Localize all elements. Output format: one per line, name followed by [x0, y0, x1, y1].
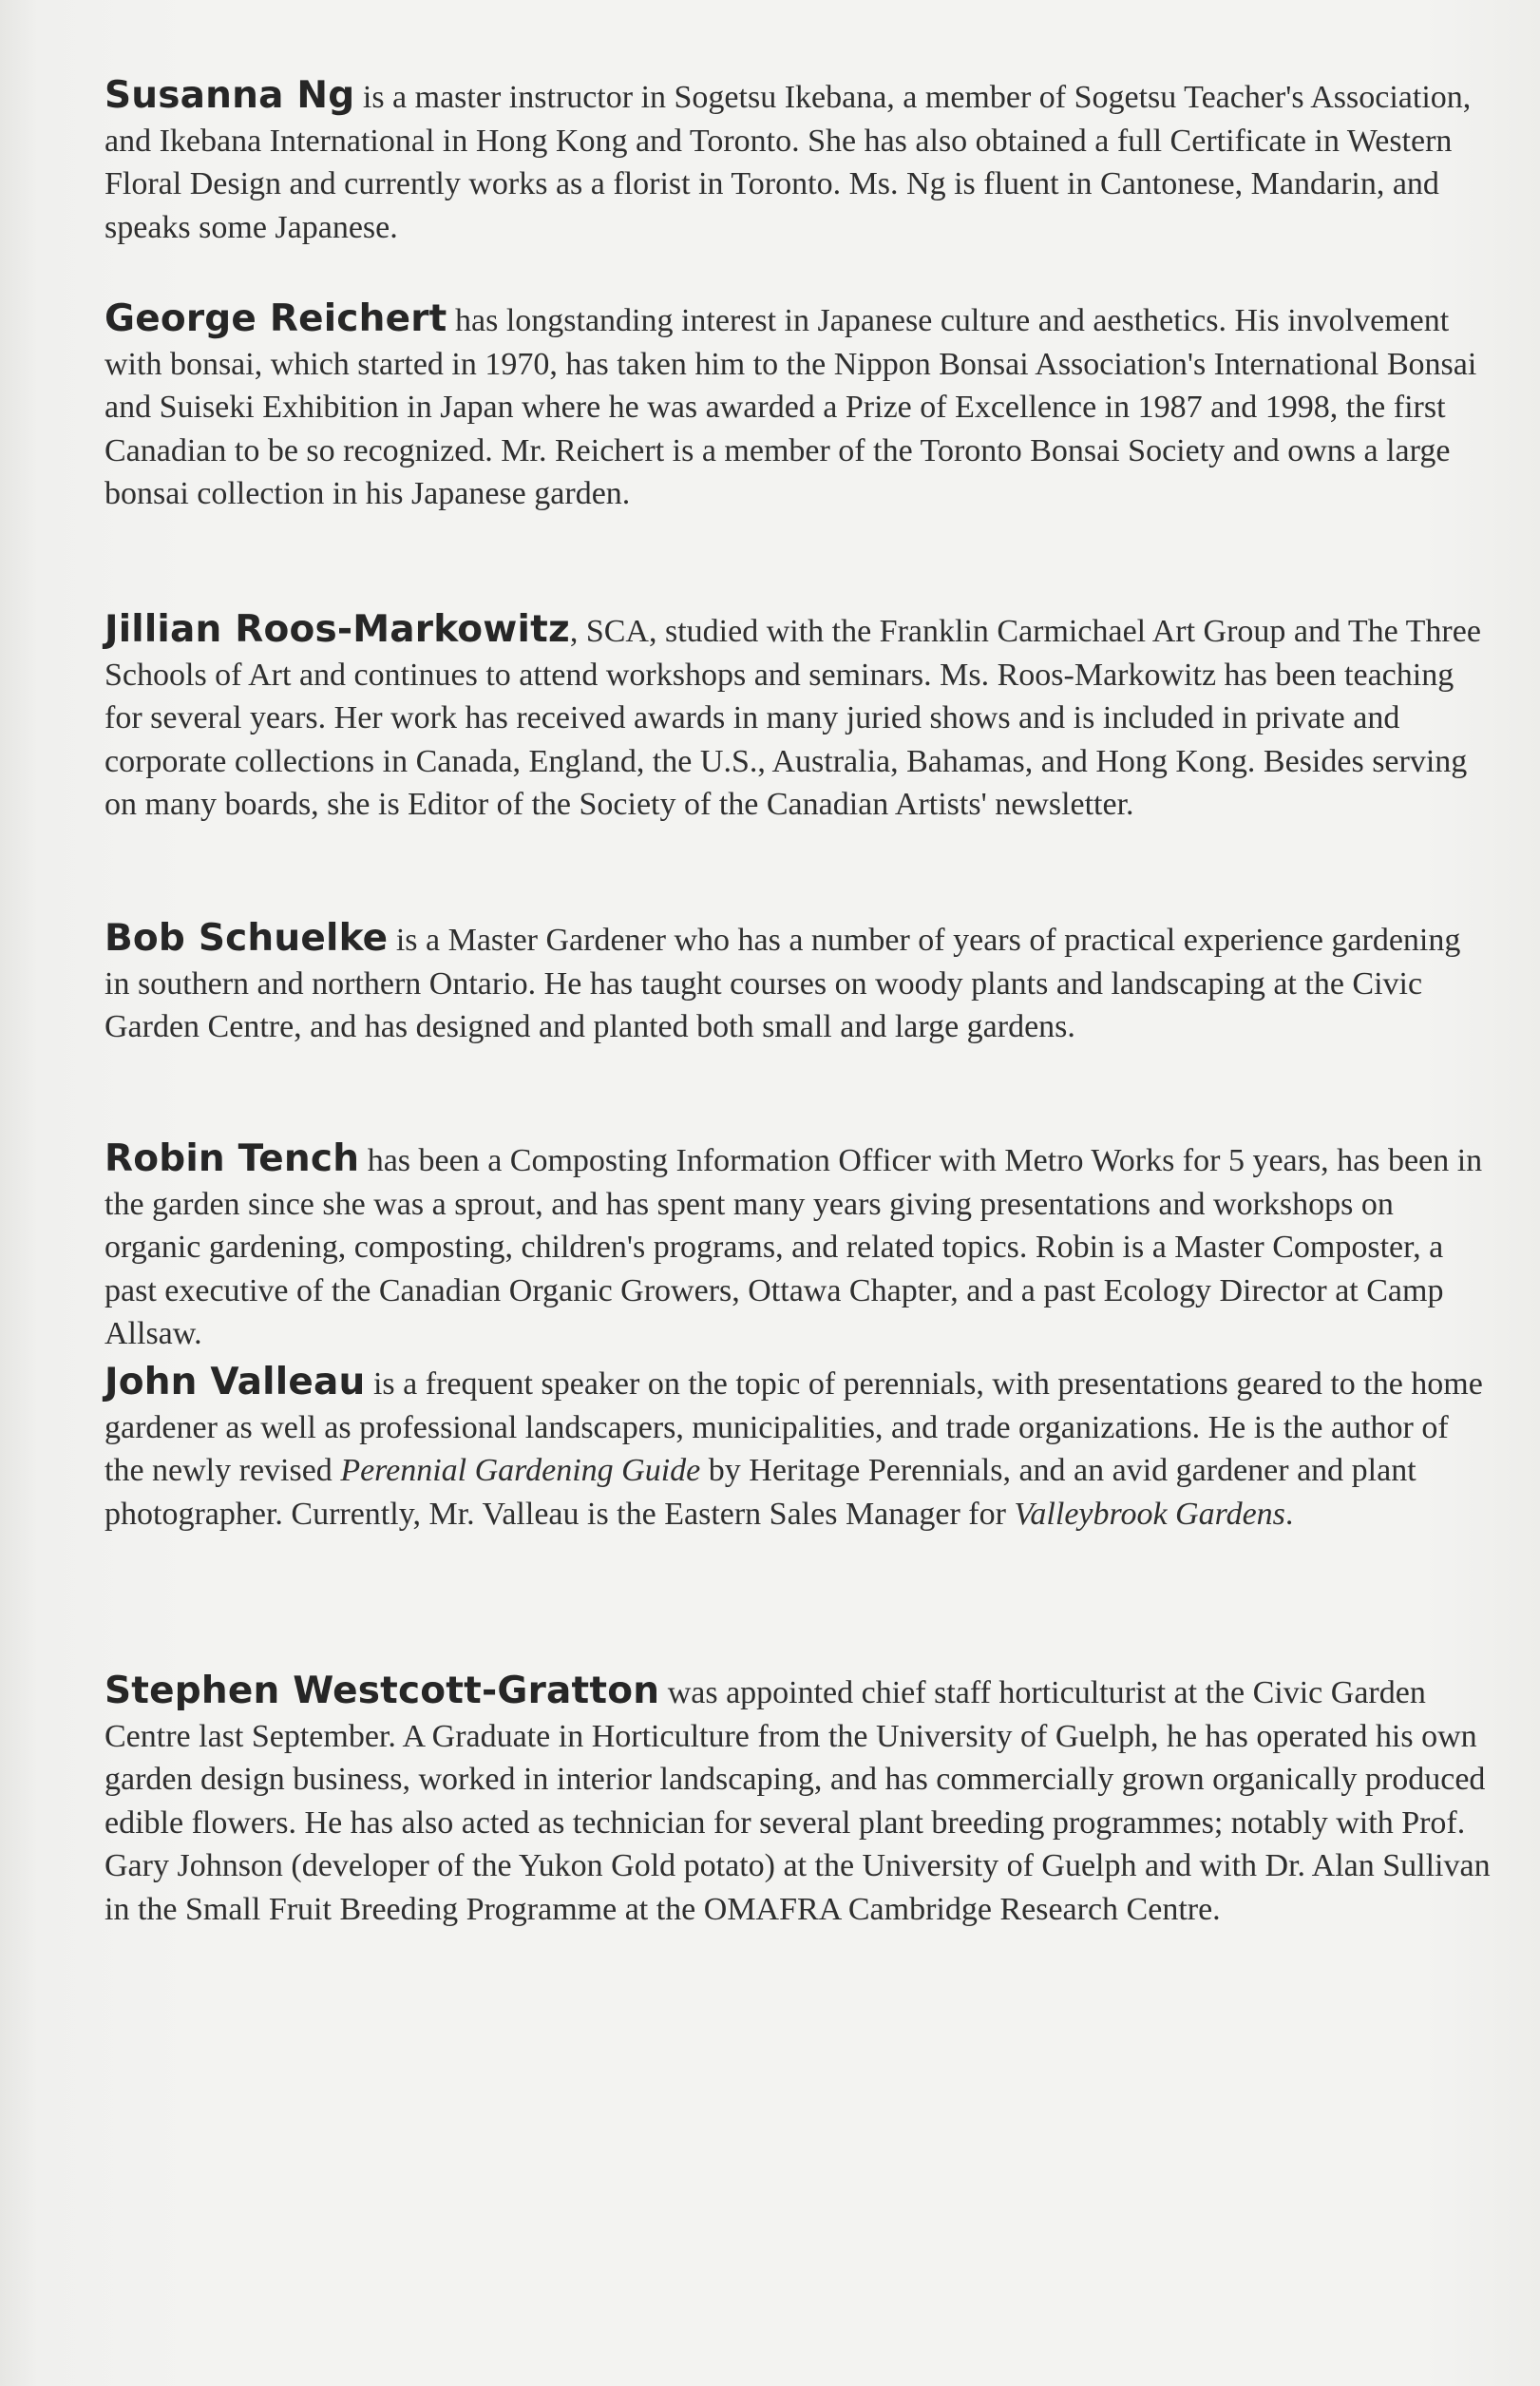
bio-text: is a frequent speaker on the topic of perennials, with presentations geared to the home gardener as well as professional landscapers, municipalities, and trade organizations. He is the author of the newly revised	[105, 1366, 1483, 1488]
bio-text: was appointed chief staff horticulturist at the Civic Garden Centre last September. A Graduate in Horticulture from the University of Guelph, he has operated his own garden design business, worked in interior landscaping, and has commercially grown organically produced edible flowers. He has also acted as technician for several plant breeding programmes; notably with Prof. Gary Johnson (developer of the Yukon Gold potato) at the University of Guelph and with Dr. Alan Sullivan in the Small Fruit Breeding Programme at the OMAFRA Cambridge Research Centre.	[105, 1675, 1491, 1927]
bio-text: is a Master Gardener who has a number of years of practical experience gardening in southern and northern Ontario. He has taught courses on woody plants and landscaping at the Civic Garden Centre, and has designed and planted both small and large gardens.	[105, 923, 1461, 1044]
bio-name: Robin Tench	[105, 1137, 360, 1180]
bio-name: Stephen Westcott-Gratton	[105, 1670, 660, 1712]
bio-name: Bob Schuelke	[105, 917, 389, 960]
bio-george-reichert	[105, 297, 1492, 516]
bio-text: , SCA, studied with the Franklin Carmichael Art Group and The Three Schools of Art and continues to attend workshops and seminars. Ms. Roos-Markowitz has been teaching for several years. Her work has received awards in many juried shows and is included in private and corporate collections in Canada, England, the U.S., Australia, Bahamas, and Hong Kong. Besides serving on many boards, she is Editor of the Society of the Canadian Artists' newsletter.	[105, 614, 1481, 822]
bio-robin-tench	[105, 1137, 1492, 1356]
bio-text: has longstanding interest in Japanese culture and aesthetics. His involvement with bonsai, which started in 1970, has taken him to the Nippon Bonsai Association's International Bonsai and Suiseki Exhibition in Japan where he was awarded a Prize of Excellence in 1987 and 1998, the first Canadian to be so recognized. Mr. Reichert is a member of the Toronto Bonsai Society and owns a large bonsai collection in his Japanese garden.	[105, 303, 1477, 511]
bio-name: Jillian Roos-Markowitz	[105, 608, 570, 651]
bio-name: John Valleau	[105, 1361, 366, 1403]
bio-stephen-westcott-gratton	[105, 1670, 1492, 1931]
bio-john-valleau	[105, 1361, 1492, 1536]
book-title: Perennial Gardening Guide	[340, 1453, 701, 1488]
bio-bob-schuelke	[105, 917, 1492, 1049]
bio-susanna-ng	[105, 74, 1492, 249]
bio-name: Susanna Ng	[105, 74, 355, 117]
bio-text: is a master instructor in Sogetsu Ikebana, a member of Sogetsu Teacher's Association, and Ikebana International in Hong Kong and Toronto. She has also obtained a full Certificate in Western Floral Design and currently works as a florist in Toronto. Ms. Ng is fluent in Cantonese, Mandarin, and speaks some Japanese.	[105, 80, 1472, 245]
bio-text: by Heritage Perennials, and an avid gardener and plant photographer. Currently, Mr. Valleau is the Eastern Sales Manager for	[105, 1453, 1416, 1532]
bio-jillian-roos-markowitz	[105, 608, 1492, 827]
bio-text: has been a Composting Information Officer with Metro Works for 5 years, has been in the garden since she was a sprout, and has spent many years giving presentations and workshops on organic gardening, composting, children's programs, and related topics. Robin is a Master Composter, a past executive of the Canadian Organic Growers, Ottawa Chapter, and a past Ecology Director at Camp Allsaw.	[105, 1143, 1483, 1351]
bio-name: George Reichert	[105, 297, 447, 340]
company-name: Valleybrook Gardens	[1014, 1496, 1285, 1532]
bio-text: .	[1284, 1496, 1294, 1532]
